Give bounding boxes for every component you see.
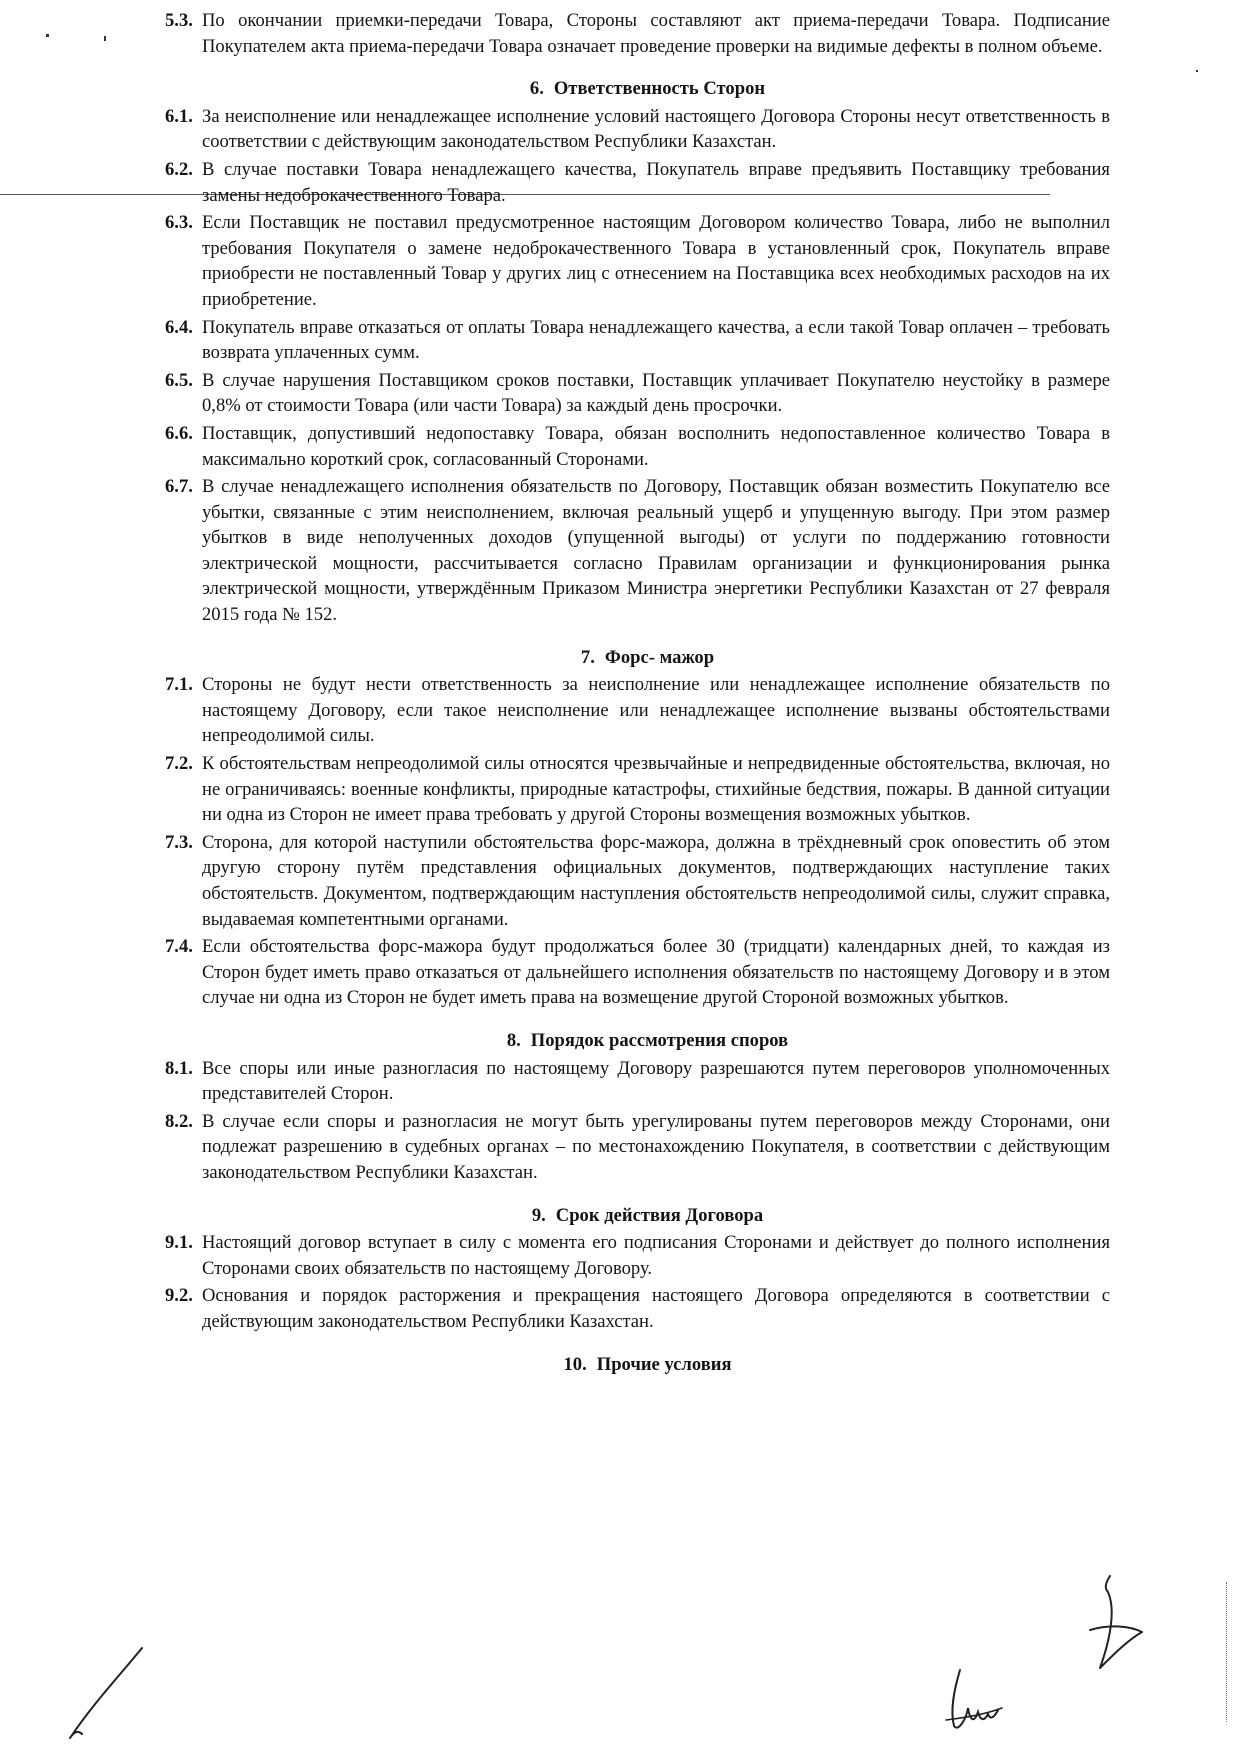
- clause: [165, 104, 1110, 155]
- clause-text: Все споры или иные разногласия по настоящему Договору разрешаются путем переговоров уполномоченных представителей Сторон.: [202, 1057, 1110, 1105]
- clause-number: 5.3.: [165, 10, 193, 31]
- clause-number: 6.1.: [165, 105, 193, 127]
- section-title: Прочие условия: [596, 1353, 732, 1375]
- clause-text: В случае если споры и разногласия не могут быть урегулированы путем переговоров между Сторонами, они подлежат разрешению в судебных органах – по местонахождению Покупателя, в соответствии с действующим законодательством Республики Казахстан.: [202, 1110, 1110, 1183]
- clause: [165, 210, 1110, 312]
- signature-initials: [940, 1660, 1010, 1735]
- clause-number: 9.1.: [165, 1232, 193, 1254]
- clause-number: 6.2.: [165, 158, 193, 180]
- clause-text: В случае ненадлежащего исполнения обязательств по Договору, Поставщик обязан возместить Покупателю все убытки, связанные с этим неисполнением, включая реальный ущерб и упущенную выгоду. При этом размер убытков в виде неполученных доходов (упущенной выгоды) от услуги по поддержанию готовности электрической мощности, рассчитывается согласно Правилам организации и функционирования рынка электрической мощности, утверждённым Приказом Министра энергетики Республики Казахстан от 27 февраля 2015 года № 152.: [202, 476, 1110, 626]
- section-heading: [165, 645, 1110, 671]
- signature-left: [60, 1640, 150, 1750]
- clause: [165, 474, 1110, 628]
- clause-number: 6.4.: [165, 316, 193, 338]
- scan-edge-marks: [1226, 1582, 1230, 1722]
- clause: [165, 1230, 1110, 1281]
- signature-right: [1070, 1570, 1150, 1680]
- section-title: Ответственность Сторон: [553, 78, 766, 100]
- clause-number: 8.1.: [165, 1057, 193, 1079]
- scan-speck: [104, 36, 106, 41]
- clause-text: Покупатель вправе отказаться от оплаты Товара ненадлежащего качества, а если такой Товар оплачен – требовать возврата уплаченных сумм.: [202, 316, 1110, 364]
- clause: [165, 672, 1110, 749]
- clause-text: Поставщик, допустивший недопоставку Товара, обязан восполнить недопоставленное количество Товара в максимально короткий срок, согласованный Сторонами.: [202, 422, 1110, 470]
- clause-number: 9.2.: [165, 1285, 193, 1307]
- clause: [165, 1283, 1110, 1334]
- clause-number: 6.5.: [165, 369, 193, 391]
- clause: [165, 157, 1110, 208]
- clause-text: Сторона, для которой наступили обстоятельства форс-мажора, должна в трёхдневный срок оповестить об этом другую сторону путём представления официальных документов, подтверждающих наступление таких обстоятельств. Документом, подтверждающим наступления обстоятельств непреодолимой силы, служит справка, выдаваемая компетентными органами.: [202, 831, 1110, 930]
- clause-text: Стороны не будут нести ответственность за неисполнение или ненадлежащее исполнение обязательств по настоящему Договору, если такое неисполнение или ненадлежащее исполнение вызваны обстоятельствами непреодолимой силы.: [202, 674, 1110, 747]
- section-number: 6.: [529, 78, 544, 100]
- section-title: Порядок рассмотрения споров: [530, 1029, 789, 1051]
- clause-number: 7.4.: [165, 936, 193, 958]
- section-number: 9.: [531, 1204, 546, 1226]
- clause-number: 6.6.: [165, 422, 193, 444]
- contract-body: [165, 8, 1110, 1379]
- clause: [165, 1109, 1110, 1186]
- clause: [165, 1056, 1110, 1107]
- clause: [165, 830, 1110, 932]
- clause-text: Если обстоятельства форс-мажора будут продолжаться более 30 (тридцати) календарных дней, то каждая из Сторон будет иметь право отказаться от дальнейшего исполнения обязательств по настоящему Договору и в этом случае ни одна из Сторон не будет иметь права на возмещение другой Стороной возможных убытков.: [202, 936, 1110, 1009]
- clause-number: 7.1.: [165, 674, 193, 696]
- clause: [165, 368, 1110, 419]
- section-title: Форс- мажор: [604, 646, 715, 668]
- clause: [165, 8, 1110, 59]
- section-number: 10.: [563, 1353, 587, 1375]
- clause-text: В случае поставки Товара ненадлежащего качества, Покупатель вправе предъявить Поставщику требования замены недоброкачественного Товара.: [202, 158, 1110, 206]
- clause: [165, 315, 1110, 366]
- clause: [165, 934, 1110, 1011]
- clause-number: 7.2.: [165, 753, 193, 775]
- clause-text: К обстоятельствам непреодолимой силы относятся чрезвычайные и непредвиденные обстоятельства, включая, но не ограничиваясь: военные конфликты, природные катастрофы, стихийные бедствия, пожары. В данной ситуации ни одна из Сторон не имеет права требовать у другой Стороны возмещения возможных убытков.: [202, 753, 1110, 826]
- clause-text: За неисполнение или ненадлежащее исполнение условий настоящего Договора Стороны несут ответственность в соответствии с действующим законодательством Республики Казахстан.: [202, 105, 1110, 153]
- clause-text: Настоящий договор вступает в силу с момента его подписания Сторонами и действует до полного исполнения Сторонами своих обязательств по настоящему Договору.: [202, 1232, 1110, 1279]
- clause-number: 6.7.: [165, 476, 193, 498]
- clause-text: Основания и порядок расторжения и прекращения настоящего Договора определяются в соответствии с действующим законодательством Республики Казахстан.: [202, 1285, 1110, 1332]
- clause: [165, 751, 1110, 828]
- section-heading: [165, 1203, 1110, 1229]
- clause-text: Если Поставщик не поставил предусмотренное настоящим Договором количество Товара, либо не выполнил требования Покупателя о замене недоброкачественного Товара в установленный срок, Покупатель вправе приобрести не поставленный Товар у других лиц с отнесением на Поставщика всех необходимых расходов на их приобретение.: [202, 212, 1110, 310]
- clause-text: По окончании приемки-передачи Товара, Стороны составляют акт приема-передачи Товара. Подписание Покупателем акта приема-передачи Товара означает проведение проверки на видимые дефекты в полном объеме.: [202, 10, 1110, 57]
- clause: [165, 421, 1110, 472]
- clause-number: 8.2.: [165, 1110, 193, 1132]
- section-number: 7.: [580, 646, 595, 668]
- section-number: 8.: [506, 1029, 521, 1051]
- clause-text: В случае нарушения Поставщиком сроков поставки, Поставщик уплачивает Покупателю неустойку в размере 0,8% от стоимости Товара (или части Товара) за каждый день просрочки.: [202, 369, 1110, 417]
- scan-speck: [46, 34, 49, 37]
- section-heading: [165, 76, 1110, 102]
- section-heading: [165, 1352, 1110, 1378]
- clause-number: 6.3.: [165, 212, 193, 234]
- section-heading: [165, 1028, 1110, 1054]
- section-title: Срок действия Договора: [555, 1204, 764, 1226]
- clause-number: 7.3.: [165, 831, 193, 853]
- scan-speck: [1196, 70, 1198, 72]
